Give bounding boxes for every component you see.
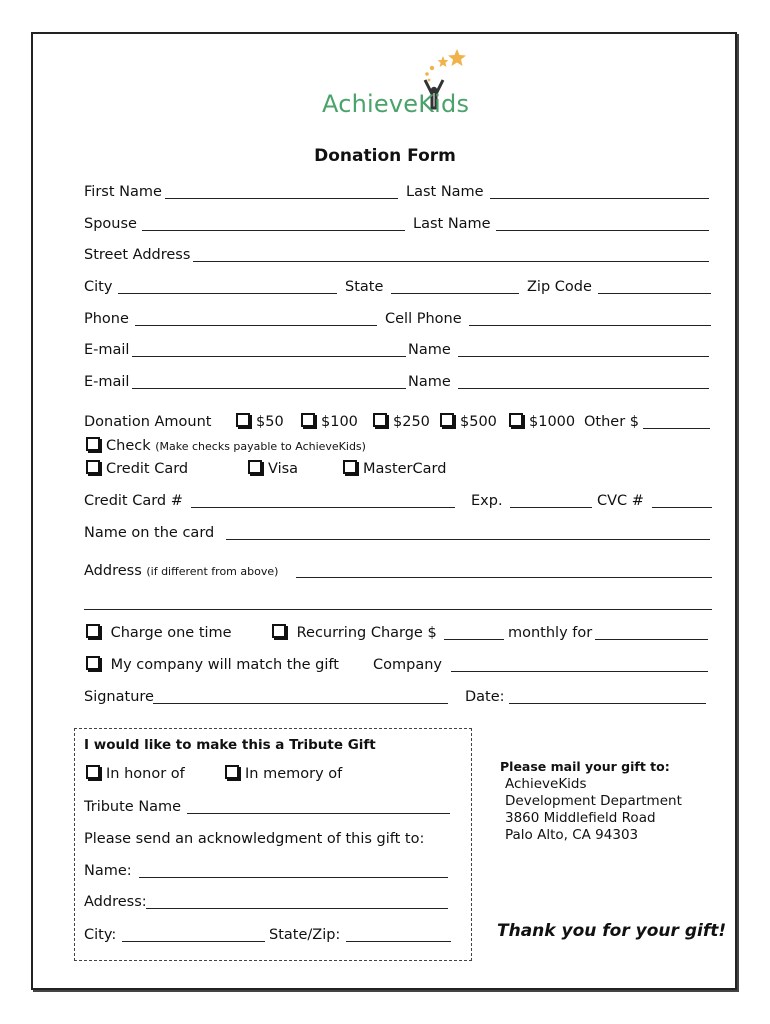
email2-field[interactable]: [132, 388, 406, 389]
signature-label: Signature: [84, 689, 154, 705]
mail-line: AchieveKids: [505, 776, 587, 792]
spouse-last-name-label: Last Name: [413, 216, 491, 232]
check-option[interactable]: Check (Make checks payable to AchieveKids): [86, 437, 366, 456]
name-on-card-field[interactable]: [226, 539, 710, 540]
cell-phone-field[interactable]: [469, 325, 711, 326]
state-field[interactable]: [391, 293, 519, 294]
donation-other-field[interactable]: [643, 428, 710, 429]
credit-card-option[interactable]: Credit Card: [86, 460, 188, 478]
date-label: Date:: [465, 689, 505, 705]
in-honor-option[interactable]: In honor of: [86, 765, 185, 783]
checkbox-icon[interactable]: [248, 460, 262, 474]
checkbox-icon[interactable]: [373, 413, 387, 427]
checkbox-icon[interactable]: [86, 437, 100, 451]
visa-option[interactable]: Visa: [248, 460, 298, 478]
mail-line: Palo Alto, CA 94303: [505, 827, 639, 843]
name2-label: Name: [408, 374, 451, 390]
city-label: City: [84, 279, 113, 295]
checkbox-icon[interactable]: [86, 656, 100, 670]
donation-option-250[interactable]: $250: [373, 413, 430, 431]
recurring-amount-field[interactable]: [444, 639, 504, 640]
ack-state-zip-field[interactable]: [346, 941, 451, 942]
billing-address-label: Address (if different from above): [84, 563, 279, 579]
ack-name-label: Name:: [84, 863, 132, 879]
first-name-field[interactable]: [165, 198, 398, 199]
phone-label: Phone: [84, 311, 129, 327]
cell-phone-label: Cell Phone: [385, 311, 462, 327]
check-note: (Make checks payable to AchieveKids): [155, 440, 366, 453]
logo-text: AchieveKids: [322, 90, 470, 118]
monthly-for-field[interactable]: [595, 639, 708, 640]
company-label: Company: [373, 657, 442, 673]
street-address-label: Street Address: [84, 247, 191, 263]
billing-address-field-2[interactable]: [84, 609, 712, 610]
date-field[interactable]: [509, 703, 706, 704]
exp-field[interactable]: [510, 507, 592, 508]
checkbox-icon[interactable]: [225, 765, 239, 779]
exp-label: Exp.: [471, 493, 503, 509]
checkbox-icon[interactable]: [272, 624, 286, 638]
ack-name-field[interactable]: [139, 877, 448, 878]
mail-heading: Please mail your gift to:: [500, 759, 670, 774]
mail-address: [505, 776, 682, 844]
mail-line: 3860 Middlefield Road: [505, 810, 656, 826]
checkbox-icon[interactable]: [440, 413, 454, 427]
monthly-for-label: monthly for: [508, 625, 593, 641]
card-number-label: Credit Card #: [84, 493, 183, 509]
company-match-option[interactable]: My company will match the gift: [86, 656, 339, 674]
last-name-label: Last Name: [406, 184, 484, 200]
cvc-field[interactable]: [652, 507, 712, 508]
state-label: State: [345, 279, 384, 295]
tribute-name-label: Tribute Name: [84, 799, 182, 815]
donation-option-1000[interactable]: $1000: [509, 413, 575, 431]
card-number-field[interactable]: [191, 507, 455, 508]
tribute-heading: I would like to make this a Tribute Gift: [84, 737, 376, 753]
first-name-label: First Name: [84, 184, 162, 200]
email1-field[interactable]: [132, 356, 406, 357]
name1-field[interactable]: [458, 356, 709, 357]
ack-city-field[interactable]: [122, 941, 265, 942]
checkbox-icon[interactable]: [343, 460, 357, 474]
thank-you-text: Thank you for your gift!: [497, 921, 727, 941]
ack-state-zip-label: State/Zip:: [269, 927, 341, 943]
city-field[interactable]: [118, 293, 337, 294]
donation-amount-label: Donation Amount: [84, 414, 212, 430]
zip-field[interactable]: [598, 293, 711, 294]
ack-city-label: City:: [84, 927, 117, 943]
recurring-charge-option[interactable]: Recurring Charge $: [272, 624, 437, 642]
tribute-name-field[interactable]: [187, 813, 450, 814]
mail-line: Development Department: [505, 793, 682, 809]
ack-address-label: Address:: [84, 894, 147, 910]
in-memory-option[interactable]: In memory of: [225, 765, 342, 783]
donation-option-50[interactable]: $50: [236, 413, 284, 431]
charge-once-option[interactable]: Charge one time: [86, 624, 232, 642]
name1-label: Name: [408, 342, 451, 358]
checkbox-icon[interactable]: [236, 413, 250, 427]
donation-other-label: Other $: [584, 414, 640, 430]
email1-label: E-mail: [84, 342, 130, 358]
mastercard-option[interactable]: MasterCard: [343, 460, 446, 478]
spouse-label: Spouse: [84, 216, 137, 232]
checkbox-icon[interactable]: [86, 765, 100, 779]
checkbox-icon[interactable]: [86, 624, 100, 638]
donation-option-500[interactable]: $500: [440, 413, 497, 431]
name2-field[interactable]: [458, 388, 709, 389]
street-address-field[interactable]: [193, 261, 709, 262]
ack-address-field[interactable]: [146, 908, 448, 909]
zip-label: Zip Code: [527, 279, 592, 295]
email2-label: E-mail: [84, 374, 130, 390]
company-field[interactable]: [451, 671, 708, 672]
spouse-last-name-field[interactable]: [496, 230, 709, 231]
acknowledgment-label: Please send an acknowledgment of this gift to:: [84, 831, 425, 847]
page-title: Donation Form: [314, 146, 456, 166]
checkbox-icon[interactable]: [301, 413, 315, 427]
checkbox-icon[interactable]: [509, 413, 523, 427]
spouse-field[interactable]: [142, 230, 405, 231]
cvc-label: CVC #: [597, 493, 644, 509]
billing-address-field[interactable]: [296, 577, 712, 578]
name-on-card-label: Name on the card: [84, 525, 215, 541]
checkbox-icon[interactable]: [86, 460, 100, 474]
last-name-field[interactable]: [490, 198, 709, 199]
donation-option-100[interactable]: $100: [301, 413, 358, 431]
signature-field[interactable]: [153, 703, 448, 704]
phone-field[interactable]: [135, 325, 377, 326]
